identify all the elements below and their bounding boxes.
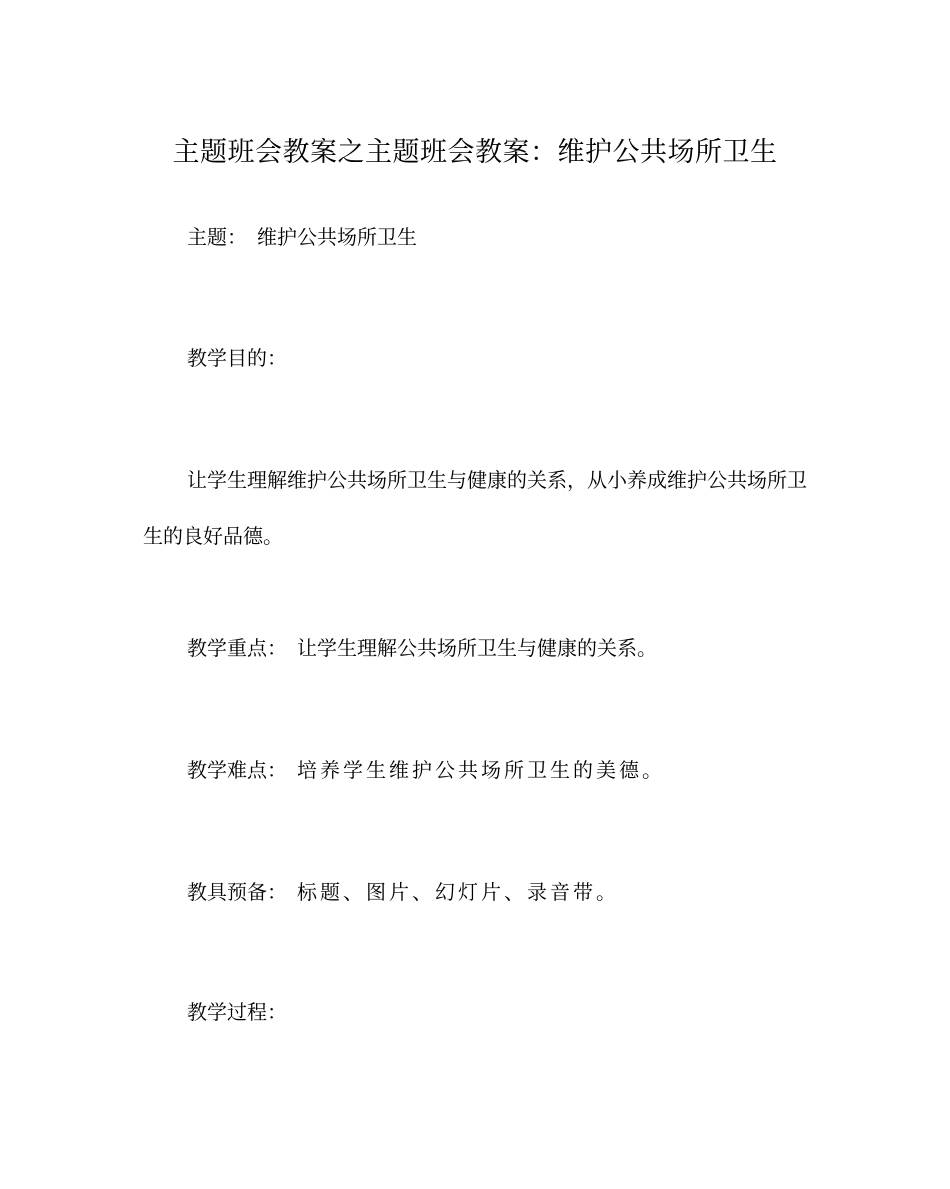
key-point-label: 教学重点：: [187, 636, 287, 660]
materials-line: [187, 878, 619, 906]
difficulty-line: [187, 756, 665, 784]
theme-value: 维护公共场所卫生: [257, 225, 417, 249]
materials-label: 教具预备：: [187, 880, 287, 904]
difficulty-value: 培养学生维护公共场所卫生的美德。: [297, 758, 665, 782]
objective-heading: 教学目的：: [187, 346, 287, 370]
objective-text: 让学生理解维护公共场所卫生与健康的关系，从小养成维护公共场所卫生的良好品德。: [143, 468, 807, 548]
document-title: 主题班会教案之主题班会教案：维护公共场所卫生: [172, 137, 778, 168]
process-heading: 教学过程：: [187, 1000, 287, 1024]
materials-value: 标题、图片、幻灯片、录音带。: [297, 880, 619, 904]
theme-line: [187, 223, 417, 251]
key-point-line: [187, 634, 657, 662]
theme-label: 主题：: [187, 225, 247, 249]
difficulty-label: 教学难点：: [187, 758, 287, 782]
key-point-value: 让学生理解公共场所卫生与健康的关系。: [297, 636, 657, 660]
